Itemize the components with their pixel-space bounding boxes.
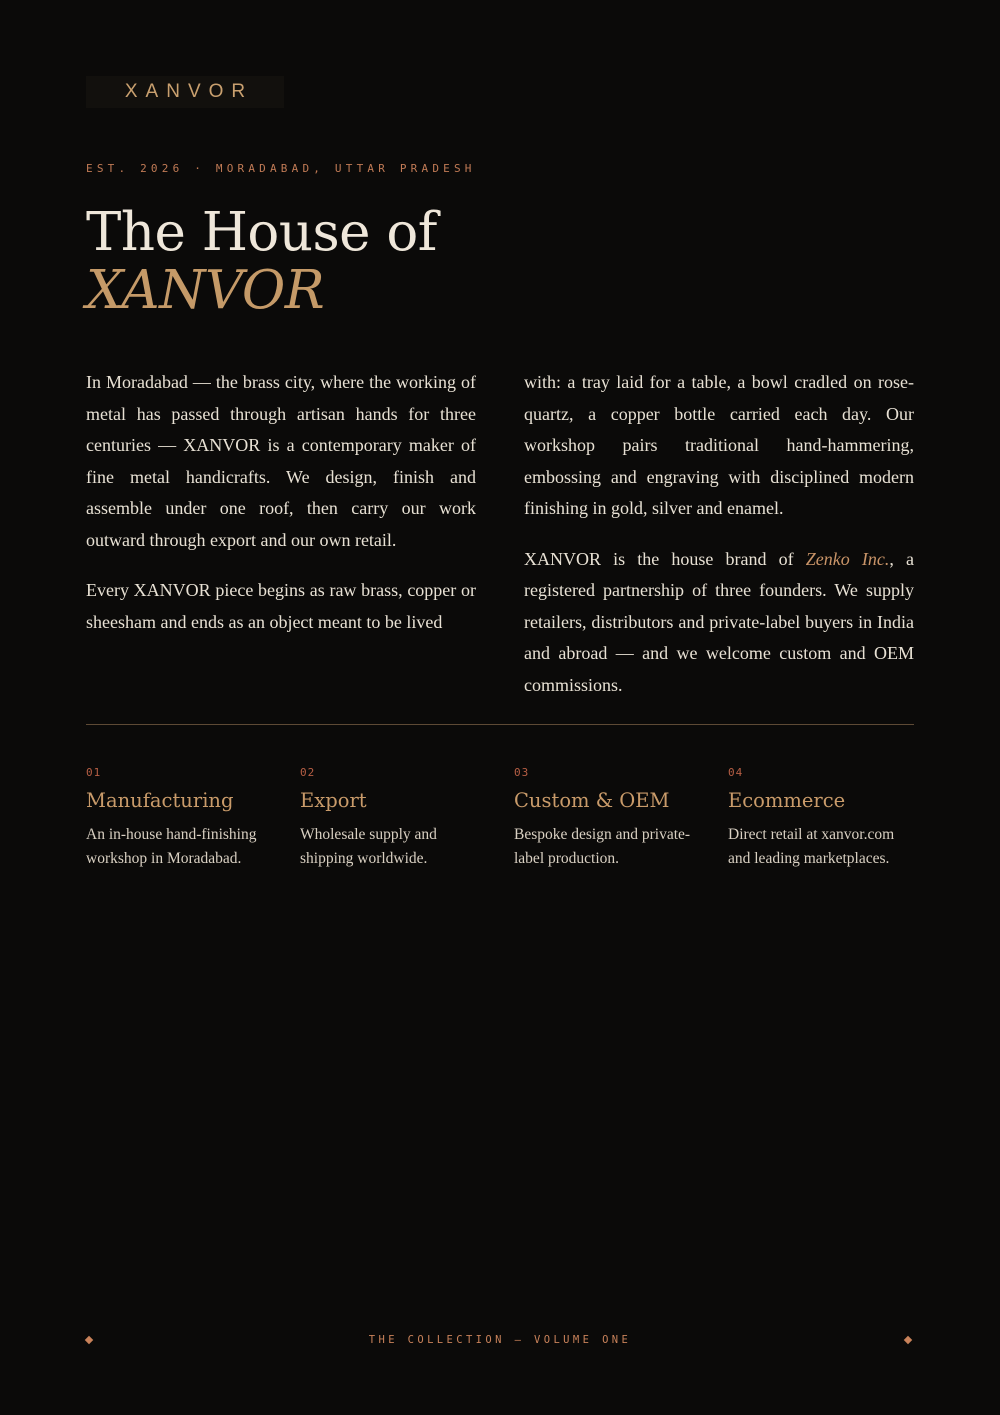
pillar-description: Bespoke design and private-label production. [514,826,691,867]
pillar-number: 04 [728,766,744,779]
body-paragraph-3-before: XANVOR is the house brand of [524,548,806,569]
pillar-ecommerce [728,766,920,871]
brand-logo-text: XANVOR [124,81,254,102]
pillar-title: Manufacturing [86,789,234,812]
pillar-title: Export [300,789,367,812]
page-title-line-1: The House of [86,202,437,263]
eyebrow-text: EST. 2026 · MORADABAD, UTTAR PRADESH [86,162,476,175]
body-paragraph-1: In Moradabad — the brass city, where the working of metal has passed through artisan hands for three centuries — XANVOR is a contemporary maker of fine metal handicrafts. We design, finish and assemble under one roof, then carry our work outward through export and our own retail. [86,372,476,550]
body-column-left [86,367,476,657]
parent-company-name: Zenko Inc. [805,548,890,569]
pillar-custom-oem [514,766,706,871]
body-paragraph-2-continued: with: a tray laid for a table, a bowl cradled on rose-quartz, a copper bottle carried each day. Our workshop pairs traditional hand-hammering, embossing and engraving with disciplined modern finishing in gold, silver and enamel. [524,372,914,518]
section-divider [86,724,914,725]
pillar-export [300,766,492,871]
pillar-manufacturing [86,766,278,871]
body-paragraph-2-start [86,575,476,638]
pillar-title: Ecommerce [728,789,846,812]
pillar-description: An in-house hand-finishing workshop in Moradabad. [86,826,257,867]
brand-logo [86,76,284,108]
body-paragraph-2: Every XANVOR piece begins as raw brass, copper or sheesham and ends as an object meant to be lived [86,580,476,632]
pillar-description: Direct retail at xanvor.com and leading marketplaces. [728,826,895,867]
footer-label: THE COLLECTION — VOLUME ONE [368,1334,632,1346]
pillar-description: Wholesale supply and shipping worldwide. [300,826,437,867]
page-title [86,204,437,320]
body-paragraph-3-after: , a registered partnership of three founders. We supply retailers, distributors and private-label buyers in India and abroad — and we welcome custom and OEM commissions. [524,548,914,695]
pillar-number: 03 [514,766,530,779]
pillar-number: 01 [86,766,102,779]
body-paragraph-3 [524,544,914,702]
page-title-line-2: XANVOR [86,260,325,321]
pillar-number: 02 [300,766,316,779]
pillar-title: Custom & OEM [514,789,670,812]
body-column-right [524,367,914,720]
